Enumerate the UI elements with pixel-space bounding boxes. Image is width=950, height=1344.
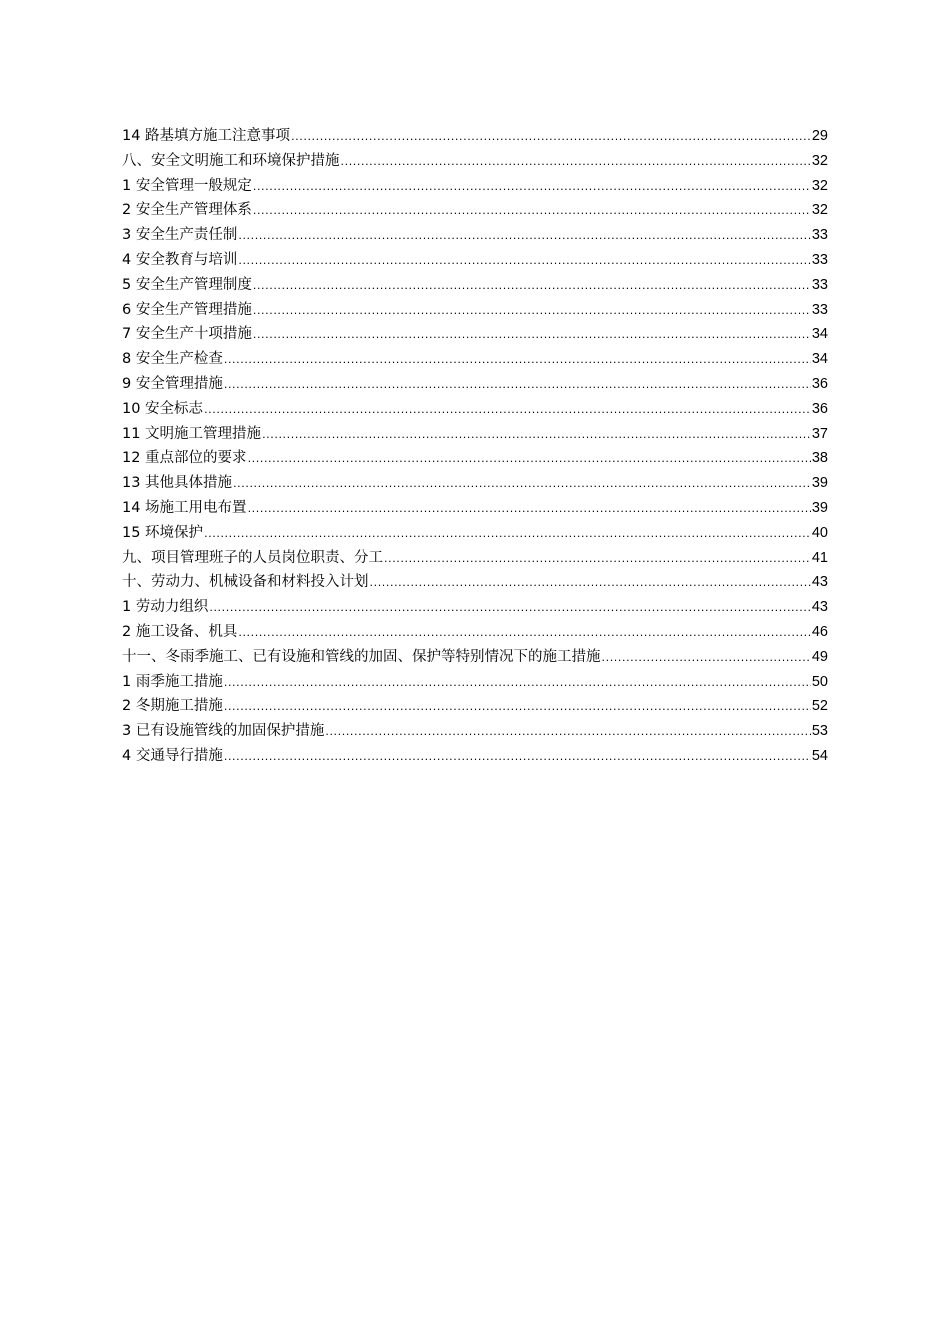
toc-entry-title: 14 路基填方施工注意事项	[122, 128, 291, 144]
toc-entry-page: 34	[811, 351, 828, 368]
toc-entry[interactable]	[122, 298, 828, 323]
toc-entry[interactable]	[122, 570, 828, 595]
toc-entry[interactable]	[122, 670, 828, 695]
toc-entry-page: 49	[811, 648, 828, 665]
toc-entry[interactable]	[122, 397, 828, 422]
toc-entry-title: 10 安全标志	[122, 400, 204, 417]
toc-entry-page: 33	[811, 251, 828, 268]
toc-entry[interactable]	[122, 595, 828, 620]
toc-entry-page: 34	[811, 326, 828, 343]
toc-entry-title: 十、劳动力、机械设备和材料投入计划	[122, 574, 369, 591]
toc-dot-leader	[238, 621, 811, 646]
toc-entry[interactable]	[122, 620, 828, 645]
toc-entry-page: 41	[811, 549, 828, 566]
toc-dot-leader	[341, 150, 811, 175]
toc-entry[interactable]	[122, 471, 828, 496]
toc-entry-title: 12 重点部位的要求	[122, 450, 247, 467]
toc-entry[interactable]	[122, 248, 828, 273]
toc-entry-page: 33	[811, 227, 828, 244]
toc-entry-page: 29	[811, 128, 828, 144]
toc-entry-page: 33	[811, 276, 828, 293]
toc-dot-leader	[238, 249, 811, 274]
toc-entry-page: 36	[811, 375, 828, 392]
toc-entry-title: 13 其他具体措施	[122, 475, 233, 492]
toc-entry-page: 43	[811, 574, 828, 591]
toc-entry-page: 50	[811, 673, 828, 690]
toc-dot-leader	[209, 596, 811, 621]
toc-entry-page: 53	[811, 723, 828, 740]
toc-entry[interactable]	[122, 422, 828, 447]
toc-entry-title: 11 文明施工管理措施	[122, 425, 262, 442]
toc-entry-title: 十一、冬雨季施工、已有设施和管线的加固、保护等特别情况下的施工措施	[122, 648, 601, 665]
toc-entry[interactable]	[122, 322, 828, 347]
toc-entry[interactable]	[122, 273, 828, 298]
toc-entry-page: 39	[811, 499, 828, 516]
toc-entry[interactable]	[122, 347, 828, 372]
toc-dot-leader	[224, 373, 811, 398]
toc-entry-title: 2 安全生产管理体系	[122, 202, 252, 219]
toc-entry-title: 15 环境保护	[122, 524, 204, 541]
toc-entry[interactable]	[122, 372, 828, 397]
toc-dot-leader	[224, 671, 811, 696]
toc-entry-page: 43	[811, 599, 828, 616]
toc-entry[interactable]	[122, 744, 828, 769]
toc-dot-leader	[204, 522, 811, 547]
toc-entry-title: 6 安全生产管理措施	[122, 301, 252, 318]
toc-entry-page: 33	[811, 301, 828, 318]
toc-entry[interactable]	[122, 149, 828, 174]
toc-dot-leader	[253, 274, 811, 299]
toc-entry-page: 38	[811, 450, 828, 467]
toc-entry[interactable]	[122, 223, 828, 248]
toc-dot-leader	[253, 299, 811, 324]
toc-entry-page: 52	[811, 698, 828, 715]
toc-entry-page: 36	[811, 400, 828, 417]
toc-entry-page: 39	[811, 475, 828, 492]
toc-dot-leader	[253, 175, 811, 200]
toc-entry[interactable]	[122, 174, 828, 199]
toc-dot-leader	[325, 720, 811, 745]
toc-dot-leader	[204, 398, 811, 423]
toc-entry[interactable]	[122, 124, 828, 149]
toc-dot-leader	[238, 224, 811, 249]
toc-entry-title: 8 安全生产检查	[122, 351, 223, 368]
toc-dot-leader	[224, 348, 811, 373]
toc-entry-page: 32	[811, 202, 828, 219]
toc-entry-title: 9 安全管理措施	[122, 375, 223, 392]
toc-entry-page: 46	[811, 623, 828, 640]
toc-entry-title: 2 冬期施工措施	[122, 698, 223, 715]
toc-entry-title: 1 安全管理一般规定	[122, 177, 252, 194]
toc-entry-title: 7 安全生产十项措施	[122, 326, 252, 343]
toc-entry-page: 54	[811, 747, 828, 764]
toc-entry-title: 14 场施工用电布置	[122, 499, 247, 516]
toc-dot-leader	[291, 125, 811, 150]
toc-entry-title: 3 安全生产责任制	[122, 227, 238, 244]
toc-entry[interactable]	[122, 198, 828, 223]
toc-dot-leader	[370, 571, 811, 596]
toc-entry[interactable]	[122, 496, 828, 521]
toc-entry-title: 4 安全教育与培训	[122, 251, 238, 268]
toc-entry-page: 37	[811, 425, 828, 442]
toc-entry[interactable]	[122, 645, 828, 670]
toc-entry-title: 3 已有设施管线的加固保护措施	[122, 723, 325, 740]
toc-entry[interactable]	[122, 719, 828, 744]
toc-dot-leader	[248, 447, 811, 472]
toc-dot-leader	[224, 745, 811, 770]
toc-entry-title: 八、安全文明施工和环境保护措施	[122, 152, 340, 169]
toc-dot-leader	[224, 695, 811, 720]
toc-dot-leader	[262, 423, 811, 448]
toc-entry-title: 1 雨季施工措施	[122, 673, 223, 690]
toc-entry-title: 2 施工设备、机具	[122, 623, 238, 640]
toc-dot-leader	[248, 497, 811, 522]
toc-dot-leader	[384, 547, 811, 572]
toc-entry-title: 1 劳动力组织	[122, 599, 209, 616]
toc-entry-title: 九、项目管理班子的人员岗位职责、分工	[122, 549, 383, 566]
toc-dot-leader	[233, 472, 811, 497]
toc-entry-page: 40	[811, 524, 828, 541]
toc-entry[interactable]	[122, 694, 828, 719]
toc-entry[interactable]	[122, 446, 828, 471]
toc-dot-leader	[602, 646, 811, 671]
toc-entry-title: 5 安全生产管理制度	[122, 276, 252, 293]
toc-entry[interactable]	[122, 521, 828, 546]
toc-entry-page: 32	[811, 152, 828, 169]
toc-entry[interactable]	[122, 546, 828, 571]
toc-dot-leader	[253, 199, 811, 224]
toc-entry-page: 32	[811, 177, 828, 194]
toc-entry-title: 4 交通导行措施	[122, 747, 223, 764]
table-of-contents	[122, 124, 828, 769]
toc-dot-leader	[253, 323, 811, 348]
